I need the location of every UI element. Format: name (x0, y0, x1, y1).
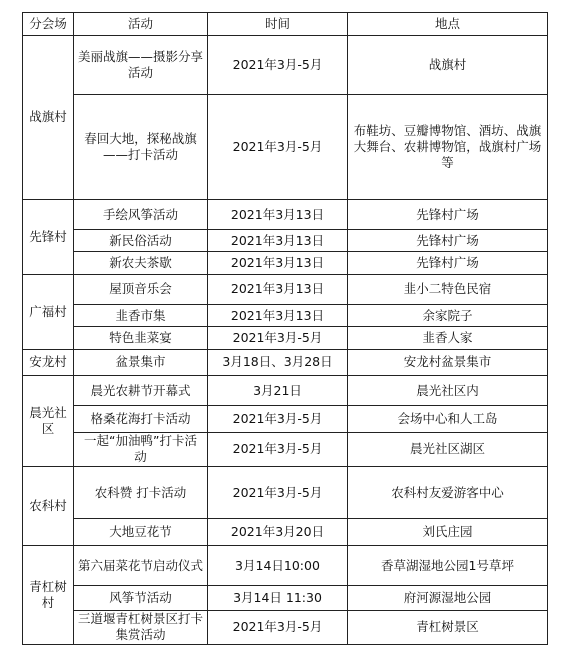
branch-cell: 晨光社区 (23, 375, 74, 466)
table-row (23, 36, 548, 95)
activity-cell: 美丽战旗——摄影分享活动 (74, 36, 208, 95)
location-cell: 晨光社区内 (348, 375, 548, 405)
location-cell: 青杠树景区 (348, 610, 548, 645)
time-cell: 2021年3月20日 (208, 519, 348, 545)
activity-cell: 风筝节活动 (74, 586, 208, 610)
time-cell: 2021年3月13日 (208, 305, 348, 327)
table-row (23, 545, 548, 585)
time-cell: 3月14日10:00 (208, 545, 348, 585)
table-row (23, 349, 548, 375)
activity-cell: 新民俗活动 (74, 230, 208, 252)
table-row (23, 305, 548, 327)
table-row (23, 199, 548, 229)
activity-cell: 农科赞 打卡活动 (74, 466, 208, 519)
table-row (23, 230, 548, 252)
branch-cell: 青杠树村 (23, 545, 74, 644)
location-cell: 先锋村广场 (348, 252, 548, 274)
table-header (23, 13, 548, 36)
time-cell: 2021年3月-5月 (208, 466, 348, 519)
table-row (23, 610, 548, 645)
location-cell: 香草湖湿地公园1号草坪 (348, 545, 548, 585)
table-row (23, 327, 548, 349)
table-row (23, 274, 548, 304)
location-cell: 余家院子 (348, 305, 548, 327)
time-cell: 3月18日、3月28日 (208, 349, 348, 375)
header-branch: 分会场 (23, 13, 74, 36)
time-cell: 2021年3月13日 (208, 199, 348, 229)
location-cell: 会场中心和人工岛 (348, 406, 548, 432)
location-cell: 先锋村广场 (348, 199, 548, 229)
time-cell: 2021年3月-5月 (208, 36, 348, 95)
table-row (23, 519, 548, 545)
header-time: 时间 (208, 13, 348, 36)
location-cell: 韭小二特色民宿 (348, 274, 548, 304)
table-row (23, 94, 548, 199)
location-cell: 布鞋坊、豆瓣博物馆、酒坊、战旗大舞台、农耕博物馆，战旗村广场等 (348, 94, 548, 199)
time-cell: 2021年3月13日 (208, 252, 348, 274)
activity-cell: 盆景集市 (74, 349, 208, 375)
activity-cell: 大地豆花节 (74, 519, 208, 545)
branch-cell: 战旗村 (23, 36, 74, 200)
activity-cell: 格桑花海打卡活动 (74, 406, 208, 432)
activity-cell: 晨光农耕节开幕式 (74, 375, 208, 405)
activity-cell: 新农夫茶歇 (74, 252, 208, 274)
time-cell: 2021年3月-5月 (208, 327, 348, 349)
table-body (23, 36, 548, 645)
time-cell: 3月14日 11:30 (208, 586, 348, 610)
activity-cell: 手绘风筝活动 (74, 199, 208, 229)
activity-cell: 特色韭菜宴 (74, 327, 208, 349)
activity-cell: 三道堰青杠树景区打卡集赏活动 (74, 610, 208, 645)
branch-cell: 广福村 (23, 274, 74, 349)
table-row (23, 252, 548, 274)
activity-cell: 韭香市集 (74, 305, 208, 327)
branch-cell: 农科村 (23, 466, 74, 545)
time-cell: 2021年3月13日 (208, 274, 348, 304)
location-cell: 晨光社区湖区 (348, 432, 548, 466)
table-row (23, 375, 548, 405)
header-activity: 活动 (74, 13, 208, 36)
time-cell: 2021年3月-5月 (208, 432, 348, 466)
location-cell: 府河源湿地公园 (348, 586, 548, 610)
branch-cell: 安龙村 (23, 349, 74, 375)
location-cell: 农科村友爱游客中心 (348, 466, 548, 519)
time-cell: 2021年3月-5月 (208, 94, 348, 199)
location-cell: 战旗村 (348, 36, 548, 95)
schedule-table (22, 12, 548, 645)
time-cell: 3月21日 (208, 375, 348, 405)
time-cell: 2021年3月-5月 (208, 610, 348, 645)
activity-cell: 春回大地，探秘战旗——打卡活动 (74, 94, 208, 199)
header-row (23, 13, 548, 36)
location-cell: 韭香人家 (348, 327, 548, 349)
activity-cell: 一起“加油鸭”打卡活动 (74, 432, 208, 466)
activity-cell: 第六届菜花节启动仪式 (74, 545, 208, 585)
table-row (23, 466, 548, 519)
table-row (23, 586, 548, 610)
branch-cell: 先锋村 (23, 199, 74, 274)
table-row (23, 432, 548, 466)
activity-cell: 屋顶音乐会 (74, 274, 208, 304)
time-cell: 2021年3月13日 (208, 230, 348, 252)
time-cell: 2021年3月-5月 (208, 406, 348, 432)
location-cell: 刘氏庄园 (348, 519, 548, 545)
header-location: 地点 (348, 13, 548, 36)
location-cell: 安龙村盆景集市 (348, 349, 548, 375)
location-cell: 先锋村广场 (348, 230, 548, 252)
table-row (23, 406, 548, 432)
